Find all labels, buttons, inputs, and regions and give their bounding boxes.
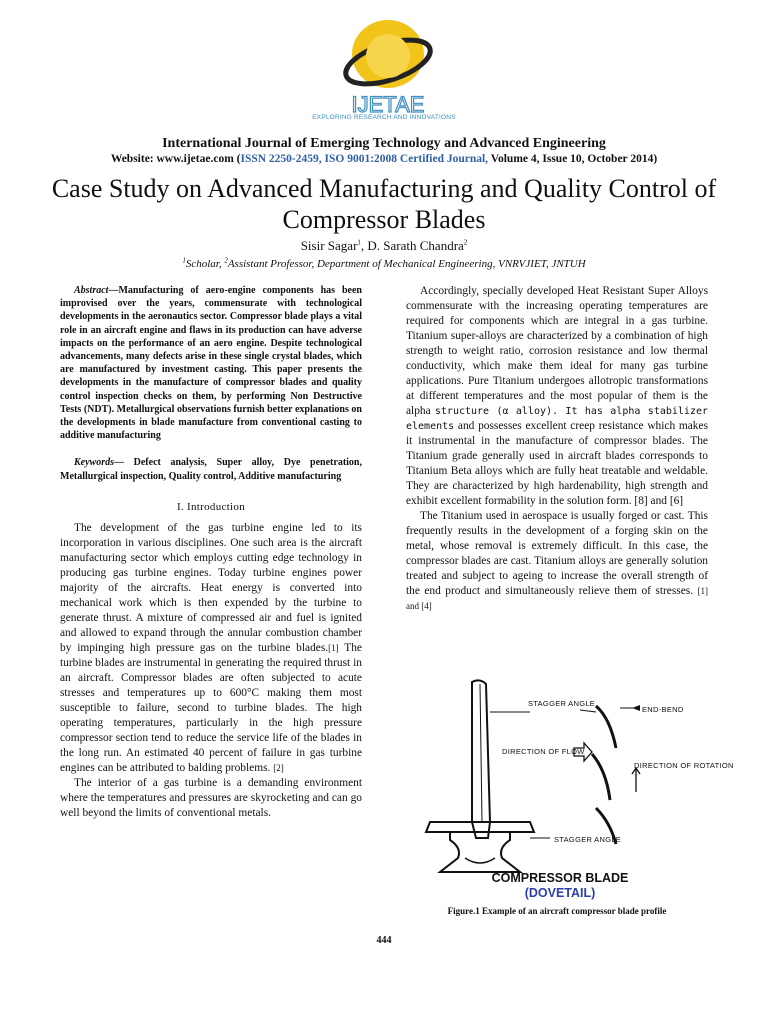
blade-centerline xyxy=(480,684,482,822)
author1-sup: 1 xyxy=(357,238,361,247)
keywords-label: Keywords xyxy=(74,457,114,469)
figure-compressor-blade xyxy=(410,672,734,902)
aff-sup2: 2 xyxy=(224,256,228,265)
compressor-blade-diagram xyxy=(410,672,734,902)
aff-part1: Scholar, xyxy=(185,258,225,270)
intro-p1-cite-1: [1] xyxy=(328,642,339,653)
right-column xyxy=(406,284,708,614)
ijetae-logo-icon xyxy=(330,14,450,118)
left-column xyxy=(60,284,362,821)
blade-platform-shape xyxy=(426,822,534,832)
logo-wordmark: IJETAE xyxy=(351,92,425,117)
author-separator: , D. Sarath Chandra xyxy=(360,238,464,253)
aff-part2: Assistant Professor, Department of Mechanical Engineering, VNRVJIET, JNTUH xyxy=(227,258,586,270)
intro-paragraph-2: The interior of a gas turbine is a demanding environment where the temperatures and pressures are skyrocketing and can go well beyond the limits of conventional metals. xyxy=(60,776,362,819)
logo-core-shape xyxy=(366,34,410,78)
author2-sup: 2 xyxy=(463,238,468,247)
label-stagger-angle-bottom: STAGGER ANGLE xyxy=(554,835,622,844)
right-p2-cite: [1] and [4] xyxy=(406,586,708,611)
right-p1-text-a: Accordingly, specially developed Heat Resistant Super Alloys commensurate with the increasing operating temperatures are required for components which are integral in a gas turbine. Titanium super-alloys are characterized by a combination of high strength to weight ratio, corrosion resistance and low thermal conductivity, which make them ideal for many gas turbine applications. Pure Titanium undergoes allotropic transformations at different temperatures and the most popular of them is the alpha xyxy=(406,285,708,417)
abstract-label: Abstract xyxy=(74,285,109,296)
dovetail-curve xyxy=(465,858,495,863)
intro-p1-text-b: The turbine blades are instrumental in generating the required thrust in an aircraft. Compressor blades are often subjected to acute stresses and temperatures up to 600°C making them most susceptible to failure, second to turbine blades. The high operating temperatures, particularly in the high pressure compressor section tend to reduce the service life of the blades in the long run. An estimated 40 percent of failure in gas turbine engines can be attributed to balding problems. xyxy=(60,641,362,774)
right-p2-text: The Titanium used in aerospace is usually forged or cast. This frequently results in the development of a forging skin on the metal, whose removal is extremely difficult. In this case, the compressor blades are cast. Titanium alloys are generally solution treated and subject to ageing to increase the overall strength of the end product and simultaneously relieve them of stresses. xyxy=(406,510,708,597)
profile-section-middle xyxy=(592,754,610,800)
authors-line xyxy=(0,238,768,254)
right-paragraph-1 xyxy=(406,284,708,509)
website-prefix: Website: www.ijetae.com ( xyxy=(110,153,241,165)
profile-section-top xyxy=(596,706,616,748)
affiliation-line xyxy=(0,258,768,270)
end-bend-arrow-icon xyxy=(632,705,640,711)
keywords-text: — Defect analysis, Super alloy, Dye penetration, Metallurgical inspection, Quality control, Additive manufacturing xyxy=(60,457,362,482)
section-heading-introduction: I. Introduction xyxy=(176,500,246,513)
journal-name: International Journal of Emerging Technology and Advanced Engineering xyxy=(162,136,606,151)
keywords xyxy=(60,456,362,482)
paper-title: Case Study on Advanced Manufacturing and Quality Control of Compressor Blades xyxy=(51,174,717,234)
journal-logo xyxy=(330,14,450,118)
logo-tagline: EXPLORING RESEARCH AND INNOVATIONS xyxy=(312,114,456,121)
right-paragraph-2 xyxy=(406,509,708,614)
website-line xyxy=(0,153,768,165)
label-stagger-angle-top: STAGGER ANGLE xyxy=(528,699,596,708)
intro-p1-cite-2: [2] xyxy=(273,762,284,773)
figure-caption: Figure.1 Example of an aircraft compressor blade profile xyxy=(447,906,667,916)
abstract xyxy=(60,284,362,442)
right-p1-alpha-text: structure (α alloy). It has alpha stabilizer elements xyxy=(406,406,709,432)
label-direction-rotation: DIRECTION OF ROTATION xyxy=(634,761,734,770)
leader-line-stagger-top-2 xyxy=(580,710,596,712)
author1-name: Sisir Sagar xyxy=(300,238,358,253)
figure-title-line2: (DOVETAIL) xyxy=(524,886,596,900)
right-p1-text-b: and possesses excellent creep resistance which makes it instrumental in the manufacture of compressor blades. The Titanium grade generally used in aircraft blades corresponds to Titanium Beta alloys which are fully heat treatable and weldable. They are characterized by high hardenability, high strength and exhibit excellent formability in the solution form. [8] and [6] xyxy=(406,420,708,507)
website-volume: Volume 4, Issue 10, October 2014) xyxy=(488,153,658,165)
label-end-bend: END-BEND xyxy=(642,705,684,714)
website-certified: ISSN 2250-2459, ISO 9001:2008 Certified Journal, xyxy=(240,153,489,165)
intro-paragraph-1 xyxy=(60,521,362,776)
aff-sup1: 1 xyxy=(182,256,186,265)
figure-title-line1: COMPRESSOR BLADE xyxy=(491,871,629,885)
abstract-text: —Manufacturing of aero-engine components has been improvised over the years, commensurate with technological developments in the aeronautics sector. Compressor blade plays a vital role in an aircraft engine and flaws in its production can have adverse impacts on the performance of an aero engine. Despite technological advancements, many defects arise in these single crystal blades, which are manufactured by investment casting. This paper presents the developments in the manufacture of compressor blades and quality control inspection checks on them, by performing Non Destructive Tests (NDT). Metallurgical observations furnish better explanations on the developments in blade manufacture from conventional casting to additive manufacturing xyxy=(60,285,362,442)
intro-p1-text-a: The development of the gas turbine engine led to its incorporation in various disciplines. One such area is the aircraft manufacturing sector which employs cutting edge technology in producing gas turbine engines. Today turbine engines power majority of the aircrafts. Heat energy is converted into mechanical work which is then expended by the turbine to generate thrust. A mixture of compressed air and fuel is ignited and allowed to expand through the annular combustion chamber by impinging high pressure gas on the turbine blades. xyxy=(60,521,362,654)
page-number: 444 xyxy=(376,935,392,946)
label-direction-flow: DIRECTION OF FLOW xyxy=(502,747,585,756)
